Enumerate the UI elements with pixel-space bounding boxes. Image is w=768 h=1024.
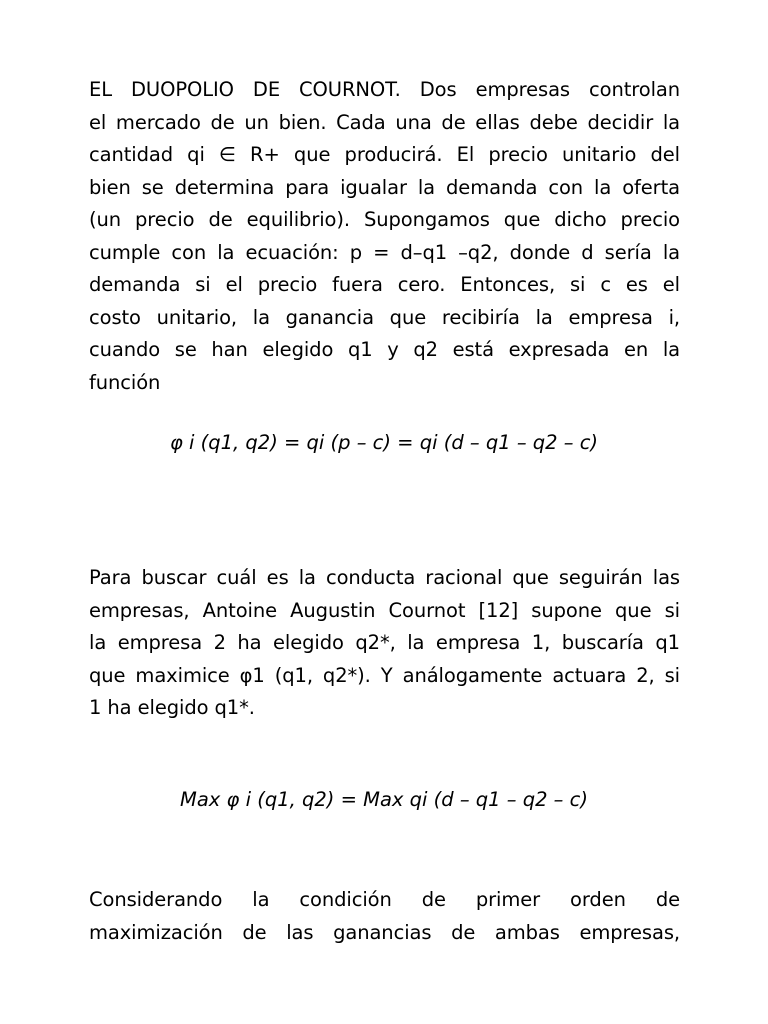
paragraph-line: empresas, Antoine Augustin Cournot [12] supone que si bbox=[89, 598, 680, 622]
paragraph-line: Para buscar cuál es la conducta racional que seguirán las bbox=[89, 566, 680, 589]
paragraph-line: cuando se han elegido q1 y q2 está expresada en la bbox=[89, 338, 680, 361]
maximization-formula: Max φ i (q1, q2) = Max qi (d – q1 – q2 – c) bbox=[180, 788, 588, 811]
paragraph-intro bbox=[89, 74, 680, 399]
paragraph-line: demanda si el precio fuera cero. Entonces, si c es el bbox=[89, 273, 680, 296]
paragraph-line: 1 ha elegido q1*. bbox=[89, 696, 255, 719]
paragraph-first-order bbox=[89, 884, 680, 949]
paragraph-cournot bbox=[89, 562, 680, 725]
paragraph-line: cantidad qi ∈ R+ que producirá. El precio unitario del bbox=[89, 143, 680, 166]
paragraph-line: la empresa 2 ha elegido q2*, la empresa 1, buscaría q1 bbox=[89, 631, 680, 654]
paragraph-line: cumple con la ecuación: p = d–q1 –q2, donde d sería la bbox=[89, 240, 680, 264]
paragraph-line: que maximice φ1 (q1, q2*). Y análogamente actuara 2, si bbox=[89, 663, 680, 687]
paragraph-line: Considerando la condición de primer orden de bbox=[89, 888, 680, 911]
paragraph-line: costo unitario, la ganancia que recibiría la empresa i, bbox=[89, 305, 680, 329]
paragraph-line: el mercado de un bien. Cada una de ellas debe decidir la bbox=[89, 110, 680, 134]
paragraph-line: función bbox=[89, 370, 161, 394]
paragraph-line: bien se determina para igualar la demanda con la oferta bbox=[89, 175, 680, 199]
paragraph-line: (un precio de equilibrio). Supongamos que dicho precio bbox=[89, 208, 680, 231]
paragraph-line: maximización de las ganancias de ambas empresas, bbox=[89, 920, 680, 944]
profit-formula: φ i (q1, q2) = qi (p – c) = qi (d – q1 – q2 – c) bbox=[169, 431, 599, 454]
paragraph-line: EL DUOPOLIO DE COURNOT. Dos empresas controlan bbox=[89, 78, 680, 101]
